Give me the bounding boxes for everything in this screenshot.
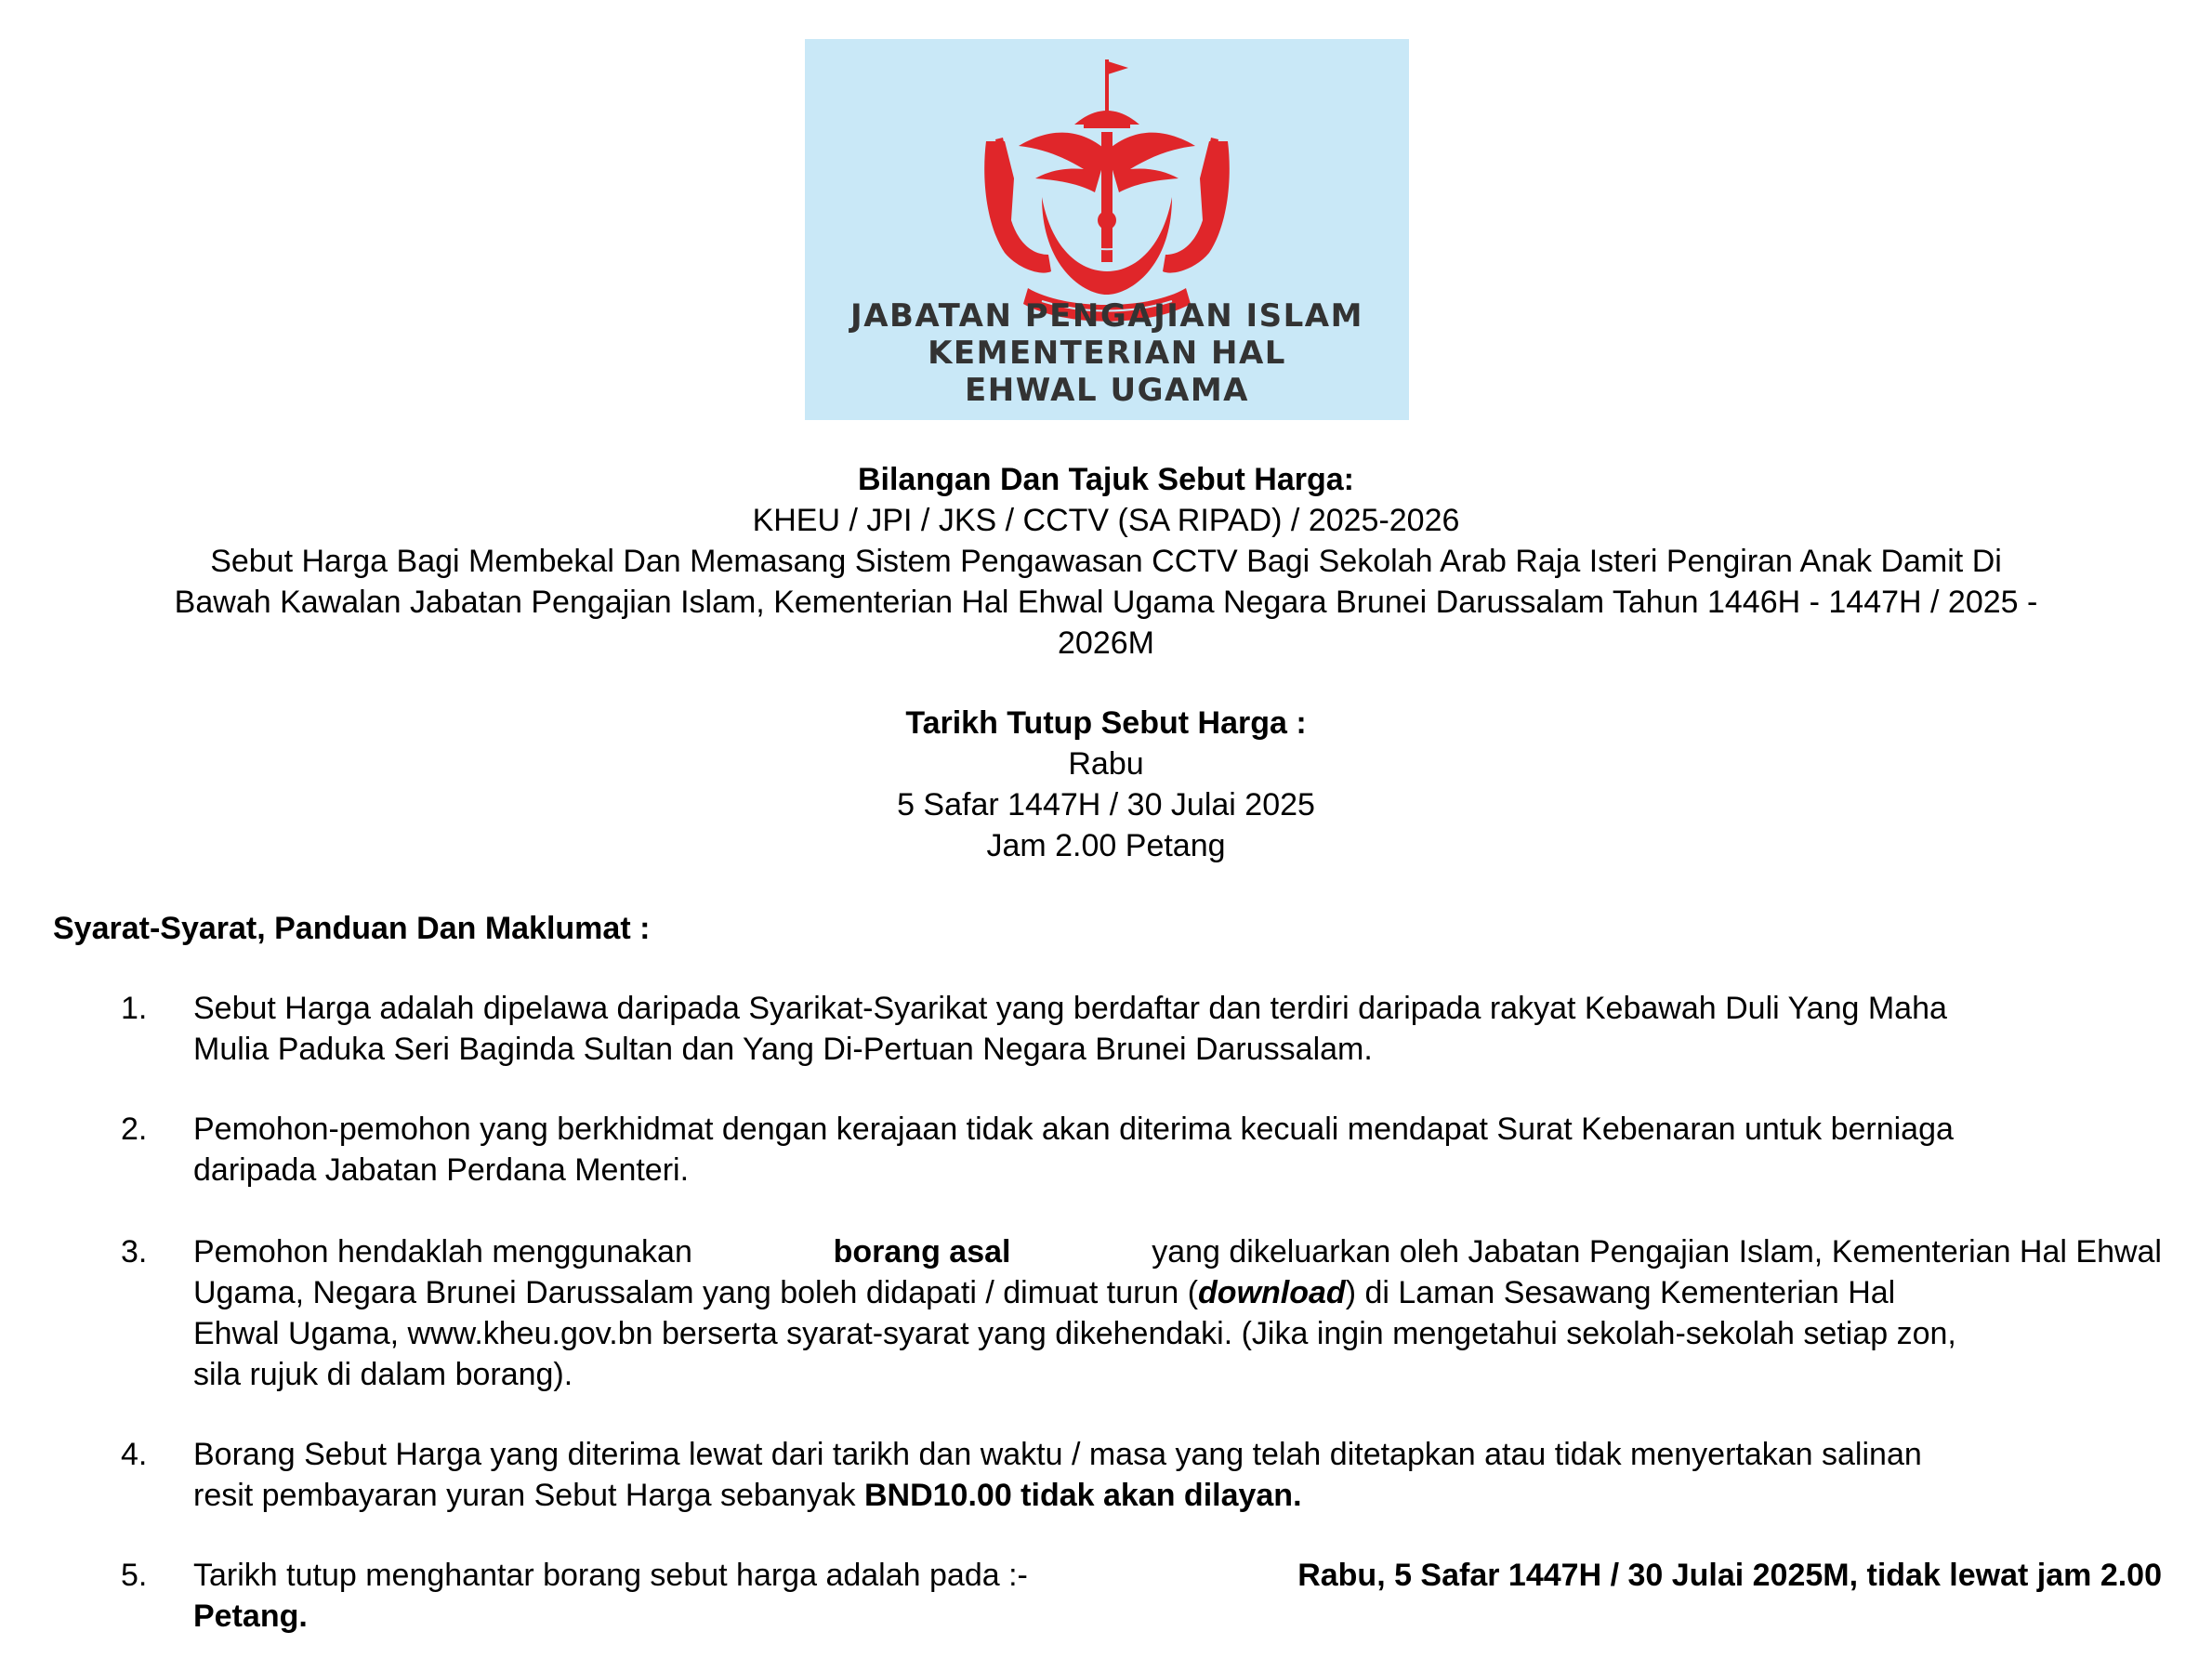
item-text-line: Ehwal Ugama, www.kheu.gov.bn berserta syarat-syarat yang dikehendaki. (Jika ingin mengetahui sekolah-sekolah setiap zon, — [193, 1316, 1956, 1351]
logo-text-line2: KEMENTERIAN HAL — [928, 335, 1286, 372]
item-text-segment: yang dikeluarkan oleh Jabatan Pengajian Islam, Kementerian Hal Ehwal — [1152, 1234, 2162, 1270]
item-text-line: Petang. — [193, 1599, 308, 1634]
item-text-emphasis: Rabu, 5 Safar 1447H / 30 Julai 2025M, tidak lewat jam 2.00 — [1297, 1558, 2162, 1593]
closing-time: Jam 2.00 Petang — [986, 828, 1226, 863]
item-number: 5. — [121, 1558, 148, 1593]
item-text-line: daripada Jabatan Perdana Menteri. — [193, 1152, 690, 1188]
item-text-part: Ugama, Negara Brunei Darussalam yang boleh didapati / dimuat turun ( — [193, 1275, 1199, 1310]
closing-heading: Tarikh Tutup Sebut Harga : — [905, 705, 1307, 741]
closing-day: Rabu — [1068, 746, 1144, 782]
item-text-line: Sebut Harga adalah dipelawa daripada Syarikat-Syarikat yang berdaftar dan terdiri daripada rakyat Kebawah Duli Yang Maha — [193, 991, 1947, 1026]
item-text-line: sila rujuk di dalam borang). — [193, 1357, 573, 1392]
item-text-emphasis: download — [1198, 1275, 1346, 1310]
title-description-line2: Bawah Kawalan Jabatan Pengajian Islam, Kementerian Hal Ehwal Ugama Negara Brunei Darussalam Tahun 1446H - 1447H / 2025 - — [174, 585, 2038, 620]
item-text-line: Pemohon-pemohon yang berkhidmat dengan kerajaan tidak akan diterima kecuali mendapat Surat Kebenaran untuk berniaga — [193, 1112, 1954, 1147]
item-text-line — [193, 1231, 2162, 1272]
logo-panel — [805, 39, 1409, 420]
logo-text-line3: EHWAL UGAMA — [965, 372, 1249, 409]
item-number: 4. — [121, 1437, 148, 1472]
item-text-line — [193, 1272, 2162, 1313]
title-description-line3: 2026M — [1058, 625, 1154, 661]
closing-date-block — [0, 703, 2212, 866]
title-heading: Bilangan Dan Tajuk Sebut Harga: — [857, 462, 1354, 497]
item-text-line: Mulia Paduka Seri Baginda Sultan dan Yang Di-Pertuan Negara Brunei Darussalam. — [193, 1032, 1373, 1067]
item-number: 3. — [121, 1234, 148, 1270]
item-text-segment — [193, 1272, 1895, 1313]
item-number: 2. — [121, 1112, 148, 1147]
item-text-part: ) di Laman Sesawang Kementerian Hal — [1345, 1275, 1896, 1310]
title-block — [0, 459, 2212, 664]
item-text-line: Borang Sebut Harga yang diterima lewat dari tarikh dan waktu / masa yang telah ditetapkan atau tidak menyertakan salinan — [193, 1437, 1922, 1472]
title-reference: KHEU / JPI / JKS / CCTV (SA RIPAD) / 2025-2026 — [752, 503, 1460, 538]
guidelines-heading: Syarat-Syarat, Panduan Dan Maklumat : — [53, 911, 651, 946]
title-description-line1: Sebut Harga Bagi Membekal Dan Memasang Sistem Pengawasan CCTV Bagi Sekolah Arab Raja Isteri Pengiran Anak Damit Di — [210, 544, 2002, 579]
item-number: 1. — [121, 991, 148, 1026]
item-text-line — [193, 1475, 2162, 1516]
item-text-segment: Pemohon hendaklah menggunakan — [193, 1234, 692, 1270]
item-text-emphasis: BND10.00 tidak akan dilayan. — [863, 1478, 1302, 1513]
logo-text-line1: JABATAN PENGAJIAN ISLAM — [850, 297, 1363, 335]
closing-date: 5 Safar 1447H / 30 Julai 2025 — [897, 787, 1315, 822]
item-text-line — [193, 1555, 2162, 1596]
item-text-segment: resit pembayaran yuran Sebut Harga sebanyak — [193, 1478, 856, 1513]
item-text-segment: Tarikh tutup menghantar borang sebut harga adalah pada :- — [193, 1558, 1028, 1593]
item-text-emphasis: borang asal — [833, 1234, 1011, 1270]
